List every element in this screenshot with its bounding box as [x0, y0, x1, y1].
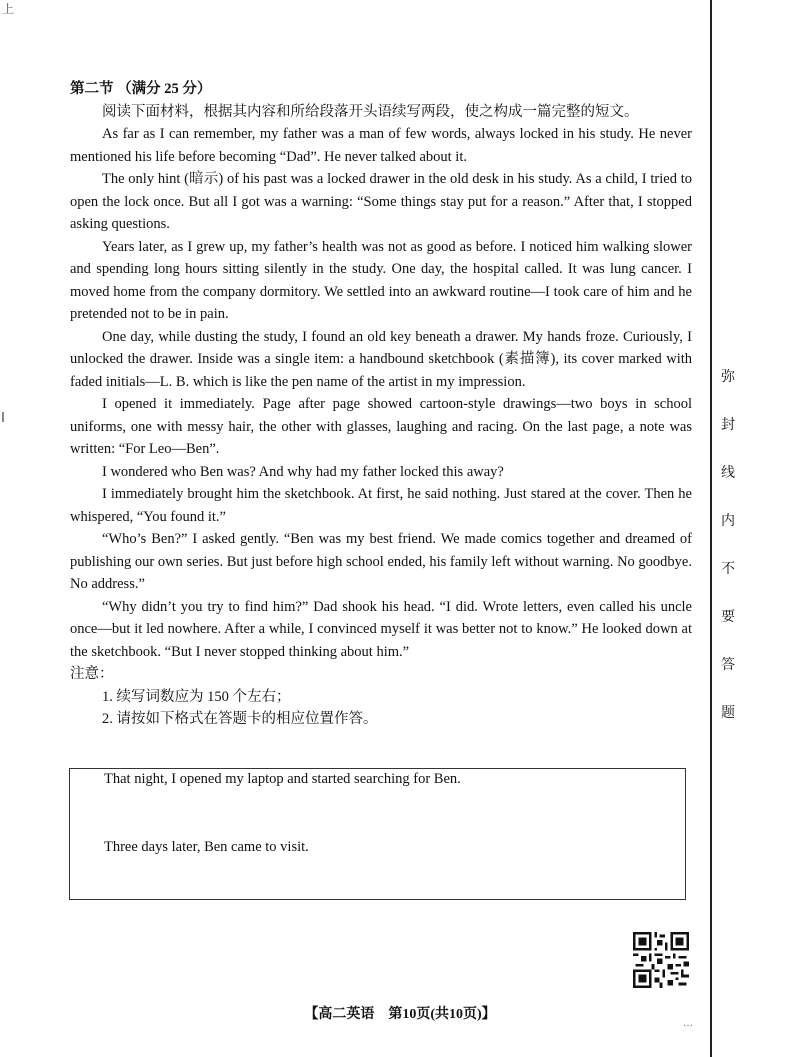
note-item-2: 2. 请按如下格式在答题卡的相应位置作答。: [102, 711, 378, 727]
paragraph-2: The only hint (暗示) of his past was a locked drawer in the old desk in his study. As a child, I tried to open the lock once. But all I got was a warning: “Some things stay put for a reason.” After that, I stopped asking questions.: [70, 171, 692, 232]
paragraph-1: As far as I can remember, my father was a man of few words, always locked in his study. He never mentioned his life before becoming “Dad”. He never talked about it.: [70, 126, 692, 165]
paragraph-6: I wondered who Ben was? And why had my father locked this away?: [102, 463, 504, 480]
continuation-opening-2: Three days later, Ben came to visit.: [104, 839, 309, 855]
seal-char: 弥: [721, 370, 735, 385]
note-title: 注意：: [70, 666, 114, 682]
qr-code-icon: [633, 932, 689, 988]
paragraph-5: I opened it immediately. Page after page showed cartoon-style drawings—two boys in school uniforms, one with messy hair, the other with glasses, laughing and racing. On the last page, a note was written: “For Leo—Ben”.: [70, 396, 692, 457]
paragraph-8: “Who’s Ben?” I asked gently. “Ben was my best friend. We made comics together and dreamed of publishing our own series. But just before high school ended, his family left without warning. No goodbye. No address.”: [70, 531, 692, 592]
section-title: 第二节 （满分 25 分）: [70, 81, 212, 97]
edge-tick: [2, 412, 4, 422]
main-content: [70, 78, 692, 731]
footer-text: 【高二英语 第10页(共10页)】: [304, 1007, 496, 1022]
seal-char: 内: [721, 514, 735, 529]
paragraph-4: One day, while dusting the study, I found an old key beneath a drawer. My hands froze. Curiously, I unlocked the drawer. Inside was a single item: a handbound sketchbook (素描簿), its cover marked with faded initials—L. B. which is like the pen name of the artist in my impression.: [70, 328, 692, 390]
answer-box: [69, 768, 686, 900]
seal-char: 题: [721, 706, 735, 721]
continuation-opening-1: That night, I opened my laptop and started searching for Ben.: [104, 771, 461, 787]
instruction: 阅读下面材料，根据其内容和所给段落开头语续写两段，使之构成一篇完整的短文。: [102, 103, 639, 120]
seal-char: 不: [721, 562, 735, 577]
seal-char: 要: [721, 610, 735, 625]
bottom-mark: …: [683, 1018, 693, 1029]
note-item-1: 1. 续写词数应为 150 个左右；: [102, 688, 291, 705]
seal-char: 封: [721, 418, 735, 433]
binding-line: [710, 0, 712, 1057]
seal-char: 线: [721, 466, 735, 481]
paragraph-3: Years later, as I grew up, my father’s health was not as good as before. I noticed him walking slower and spending long hours sitting silently in the study. One day, the hospital called. It was lung cancer. I moved home from the company dormitory. We settled into an awkward routine—I took care of him and he pretended not to be in pain.: [70, 238, 692, 322]
seal-char: 答: [721, 658, 735, 673]
paragraph-9: “Why didn’t you try to find him?” Dad shook his head. “I did. Wrote letters, even called his uncle once—but it led nowhere. After a while, I convinced myself it was better not to know.” He looked down at the sketchbook. “But I never stopped thinking about him.”: [70, 598, 692, 660]
paragraph-7: I immediately brought him the sketchbook. At first, he said nothing. Just stared at the cover. Then he whispered, “You found it.”: [70, 486, 692, 525]
seal-line-notice: [716, 368, 740, 752]
corner-mark: 上: [2, 2, 15, 16]
page-footer: [0, 1003, 800, 1023]
